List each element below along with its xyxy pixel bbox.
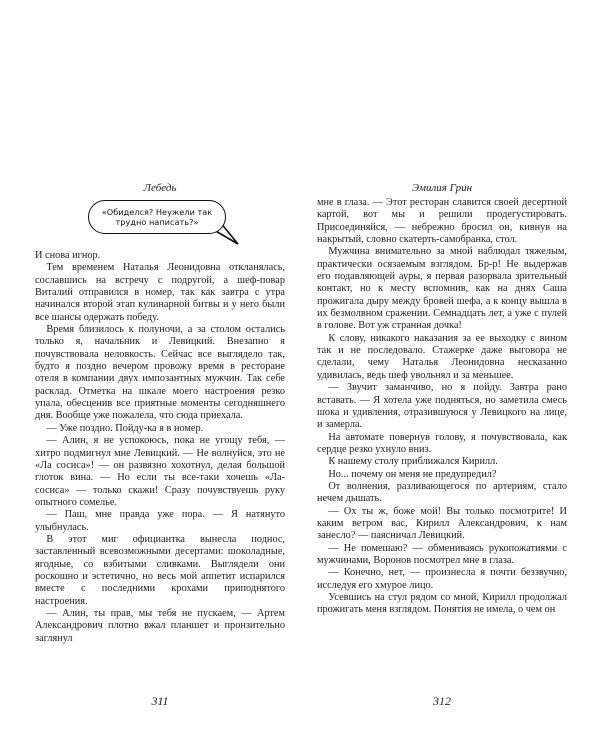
paragraph: — Ох ты ж, боже мой! Вы только посмотрите! И каким ветром вас, Кирилл Александрович, к нам занесло? — паясничал Левицкий. [317, 505, 567, 542]
right-page-body [317, 197, 567, 617]
paragraph: К слову, никакого наказания за ее выходку с вином так и не последовало. Стажерке даже выговора не сделали, чему Наталья Леонидовна несказанно удивилась, ведь шеф увольнял и за меньшее. [317, 332, 567, 381]
paragraph: На автомате повернув голову, я почувствовала, как сердце резко ухнуло вниз. [317, 431, 567, 455]
right-running-header: Эмилия Грин [411, 182, 473, 194]
paragraph: И снова игнор. [35, 250, 101, 261]
paragraph: — Алин, ты прав, мы тебя не пускаем, — Артем Александрович плотно вжал планшет и пронзительно заглянул [35, 607, 285, 644]
paragraph: К нашему столу приближался Кирилл. [328, 456, 498, 468]
speech-bubble [88, 200, 288, 250]
left-page-number: 311 [151, 694, 169, 708]
paragraph: — Паш, мне правда уже пора. — Я натянуто улыбнулась. [35, 509, 285, 533]
speech-bubble-text: «Обиделся? Неужели так трудно написать?» [88, 200, 226, 234]
paragraph: — Не помешаю? — обмениваясь рукопожатиями с мужчинами, Воронов посмотрел мне в глаза. [317, 542, 567, 566]
paragraph: — Конечно, нет, — произнесла я почти беззвучно, исследуя его хмурое лицо. [317, 567, 567, 591]
paragraph: В этот миг официантка вынесла поднос, заставленный всевозможными десертами: шоколадные, ягодные, со взбитыми сливками. Выглядели они роскошно и эстетично, но весь мой аппетит испарился вместе с последними крохами приподнятого настроения. [35, 533, 285, 607]
paragraph: — Уже поздно. Пойду-ка я в номер. [46, 422, 204, 434]
right-page-number: 312 [433, 694, 451, 708]
paragraph: Но... почему он меня не предупредил? [328, 468, 497, 480]
paragraph: — Звучит заманчиво, но я пойду. Завтра рано вставать. — Я хотела уже подняться, но заметила смесь шока и удивления, отразившуюся у Левицкого на лице, и замерла. [317, 382, 567, 431]
paragraph: — Алин, я не успокоюсь, пока не угощу тебя, — хитро подмигнул мне Левицкий. — Не волнуйся, это не «Ла сосиса»! — он развязно хохотнул, делая большой глоток вина. — Но если ты все-таки хочешь «Ла-сосиса» — только скажи! Сразу почувствуешь руку опытного сомелье. [35, 435, 285, 508]
left-running-header: Лебедь [143, 182, 177, 194]
paragraph: Тем временем Наталья Леонидовна откланялась, сославшись на встречу с подругой, а шеф-повар Виталий отправился в номер, так как завтра с утра начинался второй этап кулинарной битвы и у него были все шансы одержать победу. [35, 262, 285, 323]
paragraph: Мужчина внимательно за мной наблюдал тяжелым, практически осязаемым взглядом. Бр-р! Не выдержав его подавляющей ауры, я первая разорвала зрительный контакт, но к месту вспомнив, как на днях Саша прожигала дыру между бровей шефа, а к концу вышла в их безмолвном сражении. Семнадцать лет, а уже с пулей в голове. Вот уж странная дочка! [317, 246, 567, 332]
paragraph: Время близилось к полуночи, а за столом остались только я, начальник и Левицкий. Внезапно я почувствовала неловкость. Сейчас все выглядело так, будто я поздно вечером провожу время в ресторане отеля в компании двух импозантных мужчин. Так себе расклад. Отметка на шкале моего настроения резко упала, обесценив все приятные моменты сегодняшнего дня. Вообще уже пожалела, что сюда приехала. [35, 324, 285, 422]
paragraph: От волнения, разливающегося по артериям, стало нечем дышать. [317, 480, 567, 505]
paragraph: Усевшись на стул рядом со мной, Кирилл продолжал прожигать меня взглядом. Понятия не имела, о чем он [317, 592, 567, 616]
paragraph: мне в глаза. — Этот ресторан славится своей десертной картой, вот мы и решили продегустировать. Присоединяйся, — небрежно бросил он, кивнув на накрытый, словно скатерть-самобранка, стол. [317, 197, 567, 246]
left-page-body [35, 250, 285, 645]
